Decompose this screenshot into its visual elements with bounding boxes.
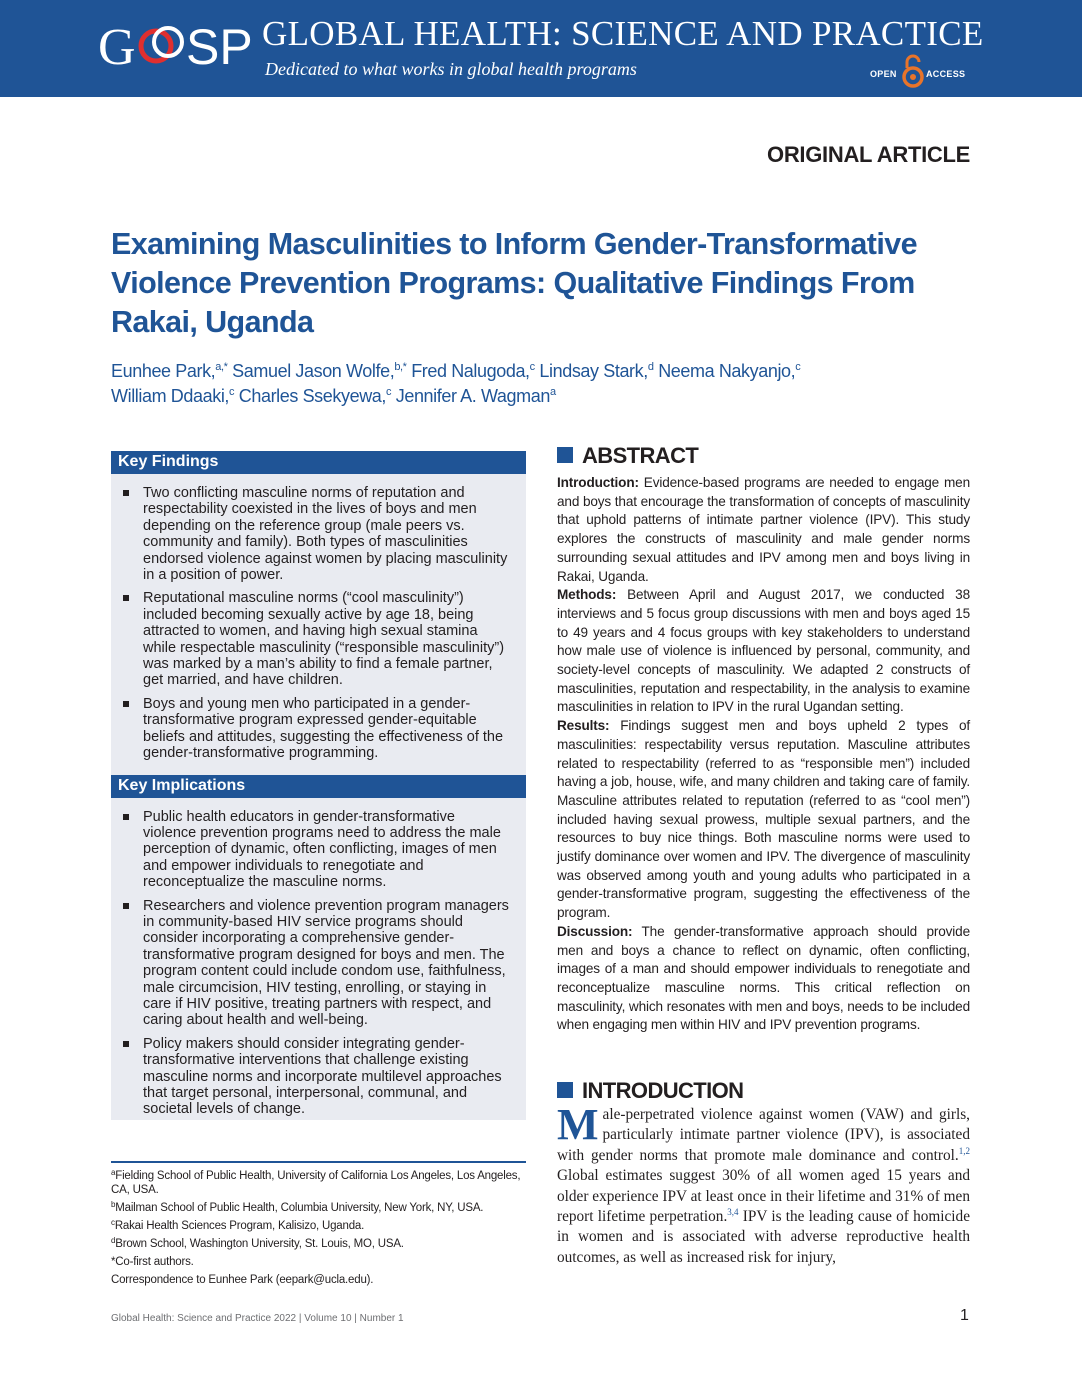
- author: Fred Nalugoda,$^c$: [411, 361, 535, 381]
- footnote: $^d$Brown School, Washington University, St. Louis, MO, USA.: [111, 1236, 404, 1250]
- footnote: Correspondence to Eunhee Park (eepark@ucla.edu).: [111, 1274, 374, 1286]
- access-label: ACCESS: [926, 69, 966, 79]
- abstract-heading: ABSTRACT: [557, 443, 698, 469]
- key-points-box: [111, 451, 526, 1120]
- article-title: Examining Masculinities to Inform Gender-Transformative Violence Prevention Programs: Qualitative Findings From Rakai, Uganda: [111, 227, 917, 339]
- section-marker-icon: [557, 447, 573, 463]
- page-number: 1: [960, 1307, 969, 1324]
- journal-banner: [0, 0, 1082, 97]
- journal-name: GLOBAL HEALTH: SCIENCE AND PRACTICE: [262, 14, 984, 53]
- ghsp-logo: [98, 14, 253, 76]
- bullet-icon: [123, 490, 129, 496]
- abstract-paragraph: Results: Findings suggest men and boys upheld 2 types of masculinities: respectability versus reputation. Masculine attributes related to respectability (referred to as “responsible men”) included having a job, house, wife, and many children and taking care of family. Masculine attributes related to reputation (referred to as “cool men”) included having sexual prowess, multiple sexual partners, and the resources to buy nice things. Both masculine norms were used to justify dominance over women and IPV. The divergence of masculinity was observed among youth and young adults who participated in a gender-transformative program, suggesting the effectiveness of the program.: [557, 718, 970, 921]
- footnotes: [111, 1169, 526, 1291]
- footnote: $^c$Rakai Health Sciences Program, Kalisizo, Uganda.: [111, 1218, 365, 1232]
- citation-link[interactable]: 1,2: [958, 1145, 970, 1156]
- author: Neema Nakyanjo,$^c$: [658, 361, 801, 381]
- key-findings-heading: Key Findings: [111, 451, 526, 474]
- abstract-paragraph: Introduction: Evidence-based programs are needed to engage men and boys that encourage the transformation of concepts of masculinity that uphold patterns of intimate partner violence (IPV). This study explores the constructs of masculinity and male gender norms surrounding sexual attitudes and IPV among men and boys living in Rakai, Uganda.: [557, 475, 970, 584]
- list-item: Researchers and violence prevention program managers in community-based HIV service programs should consider incorporating a comprehensive gender-transformative program designed for boys and men. The program content could include condom use, faithfulness, male circumcision, HIV testing, enrolling, or staying in care if HIV positive, treating partners with respect, and caring about health and well-being.: [123, 898, 512, 1029]
- author: Eunhee Park,$^{a,*}$: [111, 361, 228, 381]
- list-item: Policy makers should consider integrating gender-transformative interventions that challenge existing masculine norms and incorporate multilevel approaches that target personal, interpersonal, communal, and societal levels of change.: [123, 1036, 512, 1118]
- key-findings-list: [111, 474, 526, 775]
- open-access-badge: [870, 62, 970, 92]
- list-item: Reputational masculine norms (“cool masculinity”) included becoming sexually active by age 18, being attracted to women, and having high sexual stamina while respectable masculinity (“responsible masculinity”) was marked by a man’s ability to find a female partner, get married, and have children.: [123, 590, 512, 688]
- journal-citation: Global Health: Science and Practice 2022 | Volume 10 | Number 1: [111, 1313, 404, 1324]
- footnote: *Co-first authors.: [111, 1256, 194, 1268]
- list-item: Boys and young men who participated in a gender-transformative program expressed gender-equitable beliefs and attitudes, suggesting the effectiveness of the gender-transformative programming.: [123, 696, 512, 762]
- open-access-icon: [901, 54, 925, 88]
- footnote: $^b$Mailman School of Public Health, Columbia University, New York, NY, USA.: [111, 1200, 484, 1214]
- abstract-paragraph: Discussion: The gender-transformative approach should provide men and boys a chance to reflect on dynamic, often conflicting, images of a man and should empower individuals to renegotiate and reconceptualize masculine norms. This critical reflection on masculinity, which resonates with men and boys, needs to be included when engaging men within HIV and IPV prevention programs.: [557, 923, 970, 1033]
- open-label: OPEN: [870, 69, 897, 79]
- bullet-icon: [123, 595, 129, 601]
- author: Charles Ssekyewa,$^c$: [238, 386, 392, 406]
- author: William Ddaaki,$^c$: [111, 386, 235, 406]
- section-marker-icon: [557, 1082, 573, 1098]
- journal-tagline: Dedicated to what works in global health programs: [265, 59, 637, 79]
- author-list: [111, 359, 981, 409]
- citation-link[interactable]: 3,4: [727, 1207, 739, 1218]
- bullet-icon: [123, 903, 129, 909]
- article-type: ORIGINAL ARTICLE: [767, 142, 970, 167]
- author: Jennifer A. Wagman$^a$: [395, 386, 556, 406]
- list-item: Public health educators in gender-transformative violence prevention programs need to address the male perception of dynamic, often conflicting, images of men and empower individuals to renegotiate and reconceptualize the masculine norms.: [123, 809, 512, 891]
- author: Lindsay Stark,$^d$: [539, 361, 654, 381]
- svg-text:SP: SP: [186, 19, 253, 75]
- svg-text:G: G: [98, 19, 136, 76]
- bullet-icon: [123, 814, 129, 820]
- author: Samuel Jason Wolfe,$^{b,*}$: [232, 361, 407, 381]
- drop-cap: M: [557, 1100, 599, 1149]
- abstract-paragraph: Methods: Between April and August 2017, we conducted 38 interviews and 5 focus group discussions with men and boys aged 15 to 49 years and 4 focus groups with key stakeholders to understand how male use of violence is influenced by personal, community, and society-level concepts of masculinity. We adapted 2 constructs of masculinities, reputation and respectability, in the analysis to examine masculinities in relation to IPV in the rural Ugandan setting.: [557, 587, 970, 715]
- list-item: Two conflicting masculine norms of reputation and respectability coexisted in the lives of boys and men depending on the reference group (male peers vs. community and family). Both types of masculinities endorsed violence against women by placing masculinity in a position of power.: [123, 485, 512, 583]
- abstract-body: [557, 474, 970, 1035]
- key-implications-list: [111, 798, 526, 1131]
- bullet-icon: [123, 1041, 129, 1047]
- footnote: $^a$Fielding School of Public Health, University of California Los Angeles, Los Angeles, CA, USA.: [111, 1168, 521, 1196]
- key-implications-heading: Key Implications: [111, 775, 526, 798]
- footnote-divider: [111, 1161, 526, 1163]
- bullet-icon: [123, 701, 129, 707]
- introduction-body: Male-perpetrated violence against women (VAW) and girls, particularly intimate partner violence (IPV), is associated with gender norms that promote male dominance and control.$^{1,2}$ Global estimates suggest 30% of all women aged 15 years and older experience IPV at least once in their lifetime and 31% of men report lifetime perpetration.$^{3,4}$ IPV is the leading cause of homicide in women and is associated with adverse reproductive health outcomes, as well as increased risk for injury,: [557, 1100, 970, 1266]
- introduction-heading: INTRODUCTION: [557, 1078, 743, 1104]
